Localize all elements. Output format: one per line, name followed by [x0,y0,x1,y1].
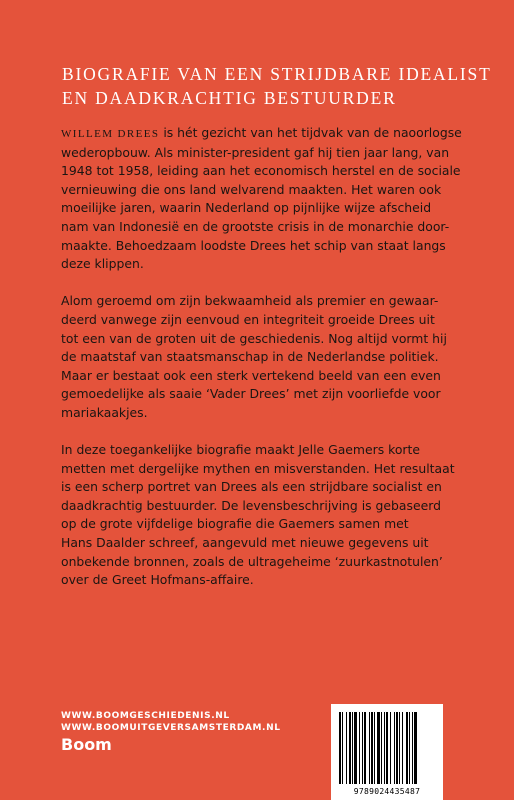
barcode-bar [381,712,382,784]
blurb-line: over de Greet Hofmans-affaire. [61,572,254,588]
blurb-line: is een scherp portret van Drees als een strijdbare socialist en [61,479,442,495]
barcode-bar [414,712,417,784]
barcode-bar [390,712,391,784]
blurb-line: onbekende bronnen, zoals de ultrageheime ‘zuurkastnotulen’ [61,553,443,569]
publisher-url-1[interactable]: WWW.BOOMGESCHIEDENIS.NL [61,711,230,721]
headline [62,62,492,110]
barcode-bar [364,712,366,784]
blurb-line: nam van Indonesië en de grootste crisis in de monarchie door- [61,218,450,234]
barcode-bar [406,712,408,784]
blurb-line: In deze toegankelijke biografie maakt Jelle Gaemers korte [61,442,421,458]
blurb-line: Alom geroemd om zijn bekwaamheid als premier en gewaar- [61,293,439,309]
barcode-bars [339,712,435,784]
barcode-bar [342,712,343,784]
blurb-line: moeilijke jaren, waarin Nederland op pijnlijke wijze afscheid [61,200,432,216]
publisher-logo: Boom [61,735,112,754]
blurb-line-text: is hét gezicht van het tijdvak van de naoorlogse [159,125,462,140]
barcode-bar [374,712,375,784]
barcode-bar [412,712,413,784]
barcode-bar [352,712,353,784]
barcode-bar [402,712,403,784]
barcode-bar [386,712,388,784]
barcode-bar [399,712,400,784]
barcode-bar [409,712,410,784]
barcode [331,704,443,800]
isbn-number: 9789024435487 [353,787,421,796]
barcode-bar [369,712,370,784]
blurb-paragraph-1 [61,124,471,274]
publisher-urls [61,711,281,734]
blurb-paragraph-3 [61,441,471,590]
publisher-url-2[interactable]: WWW.BOOMUITGEVERSAMSTERDAM.NL [61,722,281,733]
blurb-line: deze klippen. [61,256,144,272]
blurb [61,124,471,608]
blurb-line: metten met dergelijke mythen en misverstanden. Het resultaat [61,460,455,476]
barcode-bar [339,712,341,784]
barcode-bar [394,712,395,784]
blurb-line: deerd vanwege zijn eenvoud en integriteit groeide Drees uit [61,311,435,327]
barcode-bar [371,712,373,784]
barcode-bar [359,712,360,784]
barcode-bar [377,712,380,784]
blurb-line: daadkrachtig bestuurder. De levensbeschrijving is gebaseerd [61,497,441,513]
barcode-bar [384,712,385,784]
author-name: WILLEM DREES [61,128,160,140]
headline-line-2: EN DAADKRACHTIG BESTUURDER [62,88,397,108]
blurb-line: Hans Daalder schreef, aangevuld met nieuwe gegevens uit [61,535,429,551]
blurb-line: vernieuwing die ons land welvarend maakten. Het waren ook [61,181,442,197]
blurb-line [61,124,471,144]
headline-line-1: BIOGRAFIE VAN EEN STRIJDBARE IDEALIST [62,64,492,84]
blurb-line: maakte. Behoedzaam loodste Drees het schip van staat langs [61,237,446,253]
barcode-bar [396,712,398,784]
blurb-line: op de grote vijfdelige biografie die Gaemers samen met [61,516,409,532]
blurb-line: wederopbouw. Als minister-president gaf hij tien jaar lang, van [61,144,450,160]
barcode-bar [349,712,351,784]
blurb-line: Maar er bestaat ook een sterk vertekend beeld van een even [61,367,441,383]
blurb-paragraph-2 [61,292,471,422]
barcode-bar [346,712,347,784]
blurb-line: de maatstaf van staatsmanschap in de Nederlandse politiek. [61,349,439,365]
blurb-line: 1948 tot 1958, leiding aan het economisch herstel en de sociale [61,163,461,179]
blurb-line: tot een van de groten uit de geschiedenis. Nog altijd vormt hij [61,330,447,346]
barcode-bar [362,712,363,784]
blurb-line: gemoedelijke als saaie ‘Vader Drees’ met zijn voorliefde voor [61,386,441,402]
blurb-line: mariakaakjes. [61,404,148,420]
barcode-bar [354,712,357,784]
